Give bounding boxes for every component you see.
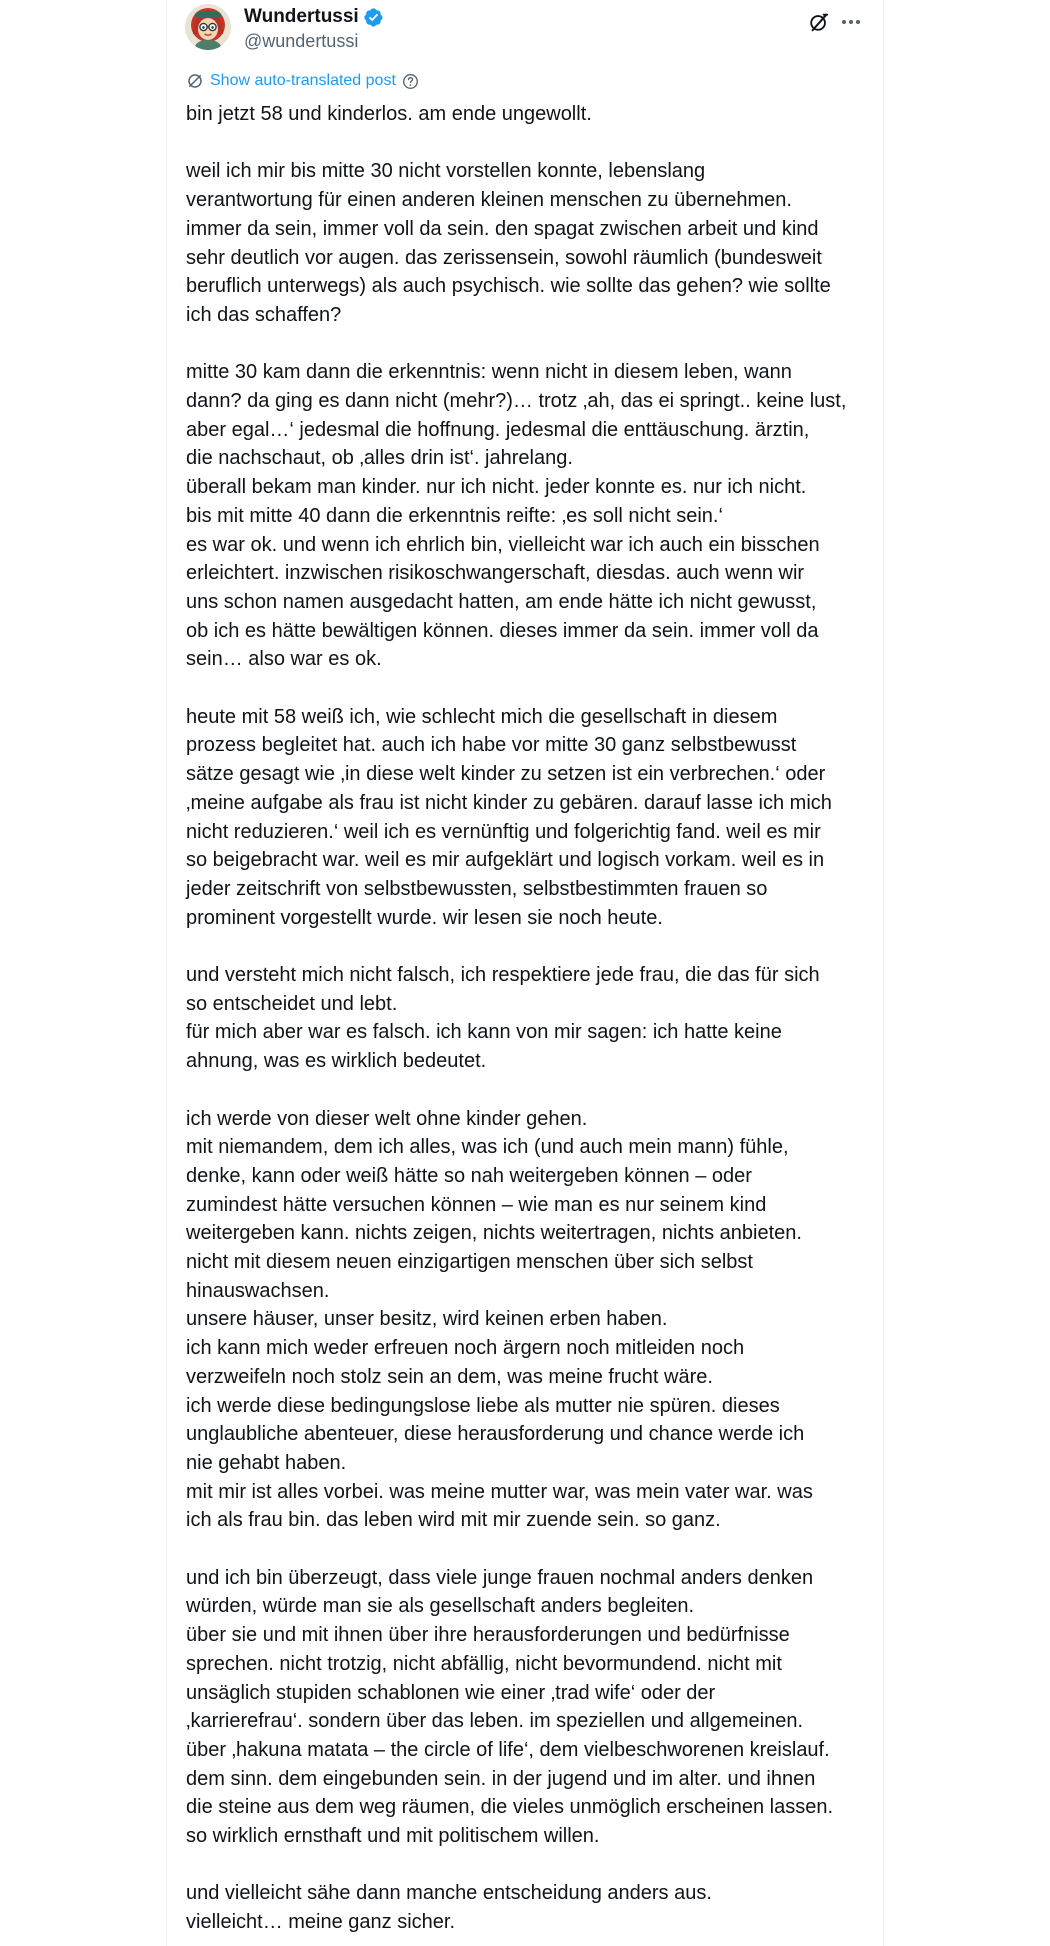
author-handle[interactable]: @wundertussi (244, 31, 359, 51)
paragraph-gap (186, 1076, 876, 1105)
show-translation-link[interactable]: Show auto-translated post (210, 72, 396, 89)
help-circle-icon[interactable] (402, 73, 419, 90)
post-paragraph: ich werde von dieser welt ohne kinder gehen. mit niemandem, dem ich alles, was ich (und auch mein mann) fühle, denke, kann oder weiß hätte so nah weitergeben können – oder zumindest hätte versuchen können – wie man es nur seinem kind weitergeben kann. nichts zeigen, nichts weitertragen, nichts anbieten. nicht mit diesem neuen einzigartigen menschen über sich selbst hinauswachsen. unsere häuser, unser besitz, wird keinen erben haben. ich kann mich weder erfreuen noch ärgern noch mitleiden noch verzweifeln noch stolz sein an dem, was meine frucht wäre. ich werde diese bedingungslose liebe als mutter nie spüren. dieses unglaubliche abenteuer, diese herausforderung und chance werde ich nie gehabt haben. mit mir ist alles vorbei. was meine mutter war, was mein vater war. was ich als frau bin. das leben wird mit mir zuende sein. so ganz. (186, 1107, 813, 1532)
post-paragraph: und ich bin überzeugt, dass viele junge frauen nochmal anders denken würden, würde man sie als gesellschaft anders begleiten. über sie und mit ihnen über ihre herausforderungen und bedürfnisse sprechen. nicht trotzig, nicht abfällig, nicht bevormundend. nicht mit unsäglich stupiden schablonen wie einer ‚trad wife‘ oder der ‚karrierefrau‘. sondern über das leben. im speziellen und allgemeinen. über ‚hakuna matata – the circle of life‘, dem vielbeschworenen kreislauf. dem sinn. dem eingebunden sein. in der jugend und im alter. und ihnen die steine aus dem weg räumen, die vieles unmöglich erscheinen lassen. so wirklich ernsthaft und mit politischem willen. (186, 1566, 834, 1848)
display-name-row (244, 5, 384, 29)
author-display-name[interactable]: Wundertussi (244, 6, 359, 27)
paragraph-gap (186, 129, 876, 158)
translate-icon (186, 72, 204, 90)
post-paragraph: heute mit 58 weiß ich, wie schlecht mich die gesellschaft in diesem prozess begleitet hat. auch ich habe vor mitte 30 ganz selbstbewusst sätze gesagt wie ‚in diese welt kinder zu setzen ist ein verbrechen.‘ oder ‚meine aufgabe als frau ist nicht kinder zu gebären. darauf lasse ich mich nicht reduzieren.‘ weil ich es vernünftig und folgerichtig fand. weil es mir so beigebracht war. weil es mir aufgeklärt und logisch vorkam. weil es in jeder zeitschrift von selbstbewussten, selbstbestimmten frauen so prominent vorgestellt wurde. wir lesen sie noch heute. (186, 705, 832, 929)
more-options-button[interactable] (835, 6, 867, 38)
paragraph-gap (186, 932, 876, 961)
paragraph-gap (186, 1535, 876, 1564)
paragraph-gap (186, 330, 876, 359)
post-paragraph: mitte 30 kam dann die erkenntnis: wenn nicht in diesem leben, wann dann? da ging es dann nicht (mehr?)… trotz ‚ah, das ei springt.. keine lust, aber egal…‘ jedesmal die hoffnung. jedesmal die enttäuschung. ärztin, die nachschaut, ob ‚alles drin ist‘. jahrelang. überall bekam man kinder. nur ich nicht. jeder konnte es. nur ich nicht. bis mit mitte 40 dann die erkenntnis reifte: ‚es soll nicht sein.‘ es war ok. und wenn ich ehrlich bin, vielleicht war ich auch ein bisschen erleichtert. inzwischen risikoschwangerschaft, diesdas. auch wenn wir uns schon namen ausgedacht hatten, am ende hätte ich nicht gewusst, ob ich es hätte bewältigen können. dieses immer da sein. immer voll da sein… also war es ok. (186, 361, 847, 671)
paragraph-gap (186, 674, 876, 703)
grok-button[interactable] (803, 6, 835, 38)
paragraph-gap (186, 1851, 876, 1880)
post-text (186, 100, 876, 1937)
post-paragraph: bin jetzt 58 und kinderlos. am ende ungewollt. (186, 103, 592, 125)
post-paragraph: weil ich mir bis mitte 30 nicht vorstellen konnte, lebenslang verantwortung für einen anderen kleinen menschen zu übernehmen. immer da sein, immer voll da sein. den spagat zwischen arbeit und kind sehr deutlich vor augen. das zerissensein, sowohl räumlich (bundesweit beruflich unterwegs) als auch psychisch. wie sollte das gehen? wie sollte ich das schaffen? (186, 160, 831, 326)
verified-badge-icon (363, 7, 384, 28)
more-icon (841, 12, 861, 32)
header-actions (803, 6, 867, 38)
post-paragraph: und versteht mich nicht falsch, ich respektiere jede frau, die das für sich so entscheidet und lebt. für mich aber war es falsch. ich kann von mir sagen: ich hatte keine ahnung, was es wirklich bedeutet. (186, 964, 820, 1073)
author-names (244, 5, 384, 52)
grok-icon (808, 11, 830, 33)
avatar-cartoon-woman-icon (185, 4, 231, 50)
translate-row (186, 72, 419, 90)
post-column (166, 0, 884, 1946)
post-header (185, 4, 867, 54)
post-paragraph: und vielleicht sähe dann manche entscheidung anders aus. vielleicht… meine ganz sicher. (186, 1882, 712, 1934)
author-avatar[interactable] (185, 4, 231, 50)
